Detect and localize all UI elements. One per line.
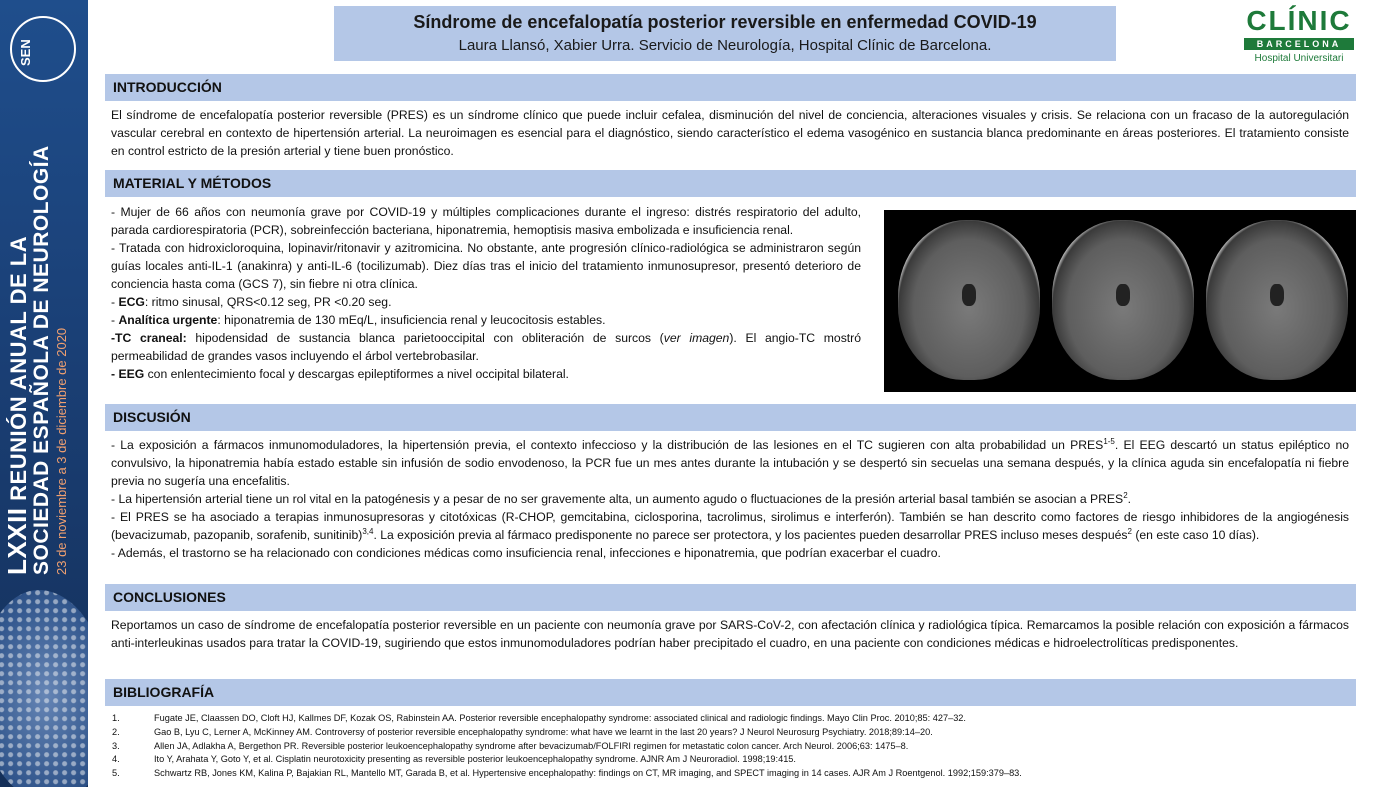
methods-text <box>111 203 861 383</box>
conclusions-text: Reportamos un caso de síndrome de encefalopatía posterior reversible en un paciente con neumonía grave por SARS-CoV-2, con afectación clínica y radiológica típica. Remarcamos la posible relación con exposición a fármacos anti-interleukinas usados para tratar la COVID-19, sugiriendo que estos inmunomoduladores podrían haber precipitado el cuadro, en una paciente con condiciones médicas e hidroelectrolíticas predisponentes. <box>111 618 1349 650</box>
discussion-p3: - El PRES se ha asociado a terapias inmunosupresoras y citotóxicas (R-CHOP, gemcitabina, ciclosporina, tacrolimus, sirolimus e interferón). También se han descrito como factores de riesgo inhibidores de la angiogénesis (bevacizumab, pazopanib, sorafenib, sunitinib)$^{3,4}$. La exposición previa al fármaco predisponente no parece ser protectora, y los pacientes pueden desarrollar PRES incluso meses después$^2$ (en este caso 10 días). <box>111 510 1349 542</box>
discussion-text <box>111 436 1349 562</box>
ct-slice-3 <box>1206 220 1348 380</box>
congress-edition: LXXII <box>2 507 32 575</box>
clinic-city: BARCELONA <box>1244 38 1354 50</box>
clinic-subtitle: Hospital Universitari <box>1254 53 1344 64</box>
clinic-logo <box>1238 6 1360 64</box>
methods-ecg: - ECG: ritmo sinusal, QRS<0.12 seg, PR <0.20 seg. <box>111 295 392 309</box>
methods-p2: - Tratada con hidroxicloroquina, lopinavir/ritonavir y azitromicina. No obstante, ante progresión clínico-radiológica se administraron según guías locales anti-IL-1 (anakinra) y anti-IL-6 (tocilizumab). Diez días tras el inicio del tratamiento inmunosupresor, presentó deterioro de conciencia hasta coma (GCS 7), sin fiebre ni otra clínica. <box>111 241 861 291</box>
ct-scan-image <box>884 210 1356 392</box>
poster-header <box>334 6 1116 61</box>
congress-dates: 23 de noviembre a 3 de diciembre de 2020 <box>54 327 69 575</box>
bib-item: 4. Ito Y, Arahata Y, Goto Y, et al. Cisplatin neurotoxicity presenting as reversible posterior leukoencephalopathy syndrome. AJNR Am J Neuroradiol. 1998;19:415. <box>112 754 796 765</box>
ct-slice-1 <box>898 220 1040 380</box>
discussion-p2: - La hipertensión arterial tiene un rol vital en la patogénesis y a pesar de no ser gravemente alta, un aumento agudo o fluctuaciones de la presión arterial basal también se asocian a PRES$^2$. <box>111 490 1132 506</box>
ct-slice-2 <box>1052 220 1194 380</box>
bib-item: 3. Allen JA, Adlakha A, Bergethon PR. Reversible posterior leukoencephalopathy syndrome after bevacizumab/FOLFIRI regimen for metastatic colon cancer. Arch Neurol. 2006;63: 1475–8. <box>112 740 909 751</box>
methods-eeg: - EEG con enlentecimiento focal y descargas epileptiformes a nivel occipital bilateral. <box>111 367 569 381</box>
poster-title: Síndrome de encefalopatía posterior reversible en enfermedad COVID-19 <box>413 12 1037 32</box>
discussion-p1: - La exposición a fármacos inmunomoduladores, la hipertensión previa, el contexto infeccioso y la distribución de las lesiones en el TC sugieren con alta probabilidad un PRES$^{1-5}$. El EEG descartó un status epiléptico no convulsivo, la hiponatremia había estado estable sin infusión de sodio envodenoso, la PCR fue un mes antes durante la intubación y se despertó sin secuelas una semana después, y la clínica aguda sin encefalopatía ni fiebre previa no sugería una encefalitis. <box>111 436 1349 488</box>
intro-text: El síndrome de encefalopatía posterior reversible (PRES) es un síndrome clínico que puede incluir cefalea, disminución del nivel de conciencia, alteraciones visuales y crisis. Se relaciona con un fracaso de la autoregulación vascular cerebral en contexto de hipertensión arterial. La neuroimagen es esencial para el diagnóstico, siendo característico el edema vasogénico en sustancia blanca predominante en áreas posteriores. El tratamiento consiste en control estricto de la presión arterial y tiene buen pronóstico. <box>111 108 1349 158</box>
methods-lab: - Analítica urgente: hiponatremia de 130 mEq/L, insuficiencia renal y leucocitosis estables. <box>111 313 606 327</box>
bib-item: 2. Gao B, Lyu C, Lerner A, McKinney AM. Controversy of posterior reversible encephalopathy syndrome: what have we learnt in the last 20 years? J Neurol Neurosurg Psychiatry. 2018;89:14–20. <box>112 726 933 737</box>
bibliography-heading: BIBLIOGRAFÍA <box>105 679 1356 706</box>
congress-line1: REUNIÓN ANUAL DE LA <box>6 235 31 501</box>
congress-title <box>2 145 71 575</box>
discussion-heading: DISCUSIÓN <box>105 404 1356 431</box>
bib-item: 1. Fugate JE, Claassen DO, Cloft HJ, Kallmes DF, Kozak OS, Rabinstein AA. Posterior reversible encephalopathy syndrome: associated clinical and radiologic findings. Mayo Clin Proc. 2010;85: 427–32. <box>112 713 966 723</box>
congress-banner <box>0 0 88 787</box>
methods-p1: - Mujer de 66 años con neumonía grave por COVID-19 y múltiples complicaciones durante el ingreso: distrés respiratorio del adulto, parada cardiorespiratoria (PCR), sobreinfección bacteriana, hiponatremia, hemoptisis masiva embolizada e insuficiencia renal. <box>111 205 861 237</box>
sen-logo-text: SEN <box>18 39 33 66</box>
poster-authors: Laura Llansó, Xabier Urra. Servicio de Neurología, Hospital Clínic de Barcelona. <box>458 37 992 54</box>
bibliography-list <box>112 712 1342 781</box>
intro-heading: INTRODUCCIÓN <box>105 74 1356 101</box>
brain-illustration <box>0 590 88 787</box>
discussion-p4: - Además, el trastorno se ha relacionado con condiciones médicas como insuficiencia renal, infecciones e hiponatremia, que podrían exacerbar el cuadro. <box>111 546 941 560</box>
bib-item: 5. Schwartz RB, Jones KM, Kalina P, Bajakian RL, Mantello MT, Garada B, et al. Hypertensive encephalopathy: findings on CT, MR imaging, and SPECT imaging in 14 cases. AJR Am J Roentgenol. 1992;159:379–83. <box>112 768 1022 779</box>
clinic-name: CLÍNIC <box>1246 5 1352 36</box>
methods-tc: -TC craneal: hipodensidad de sustancia blanca parietooccipital con obliteración de surcos (ver imagen). El angio-TC mostró permeabilidad de grandes vasos incluyendo el árbol vertebrobasilar. <box>111 331 862 363</box>
congress-line2: SOCIEDAD ESPAÑOLA DE NEUROLOGÍA <box>30 145 53 575</box>
methods-heading: MATERIAL Y MÉTODOS <box>105 170 1356 197</box>
conclusions-heading: CONCLUSIONES <box>105 584 1356 611</box>
